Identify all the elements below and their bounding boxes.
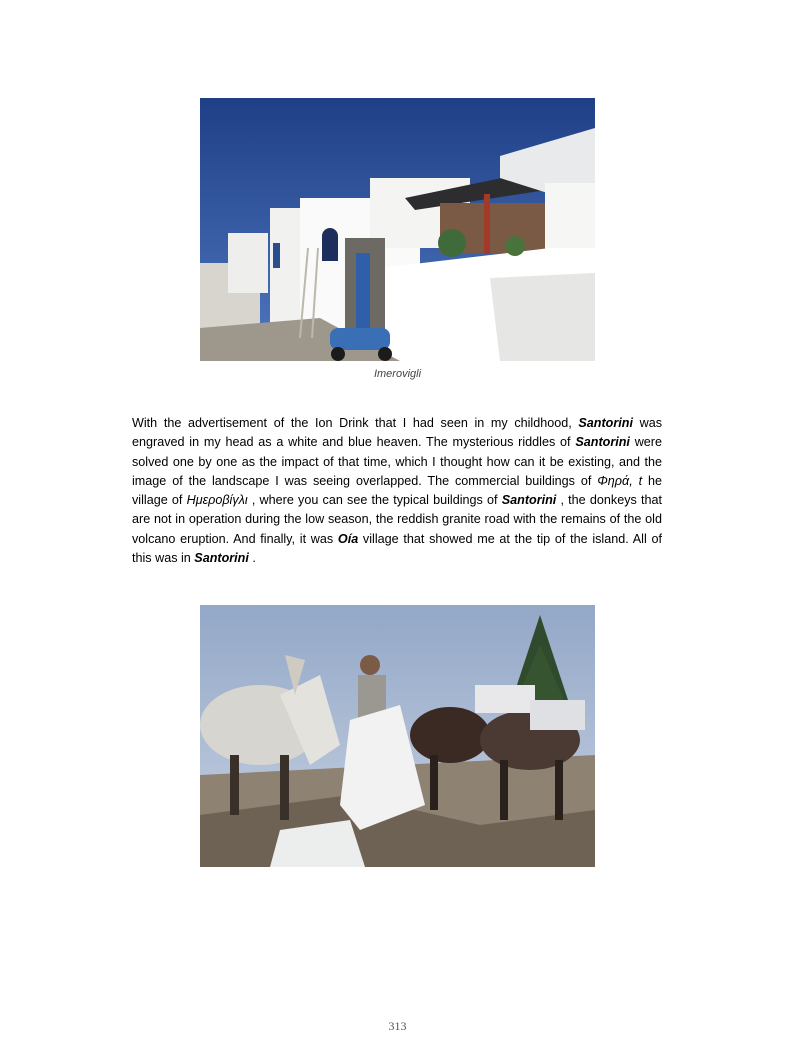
place-name: Santorini <box>501 493 557 508</box>
body-paragraph: With the advertisement of the Ion Drink that I had seen in my childhood, Santorini was engraved in my head as a white and blue heaven. The mysterious riddles of Santorini were solved one by one as the impact of that time, which I thought how can it be existing, and the image of the landscape I was seeing overlapped. The commercial buildings of Φηρά, t he village of Ημεροβίγλι , where you can see the typical buildings of Santorini , the donkeys that are not in operation during the low season, the reddish granite road with the remains of the old volcano eruption. And finally, it was Oía village that showed me at the tip of the island. All of this was in Santorini . <box>132 416 662 566</box>
photo-caption: Imerovigli <box>373 368 422 380</box>
place-name: Santorini <box>575 435 630 450</box>
page-number: 313 <box>388 1019 407 1033</box>
donkeys-photo <box>200 605 595 867</box>
imerovigli-photo <box>200 98 595 361</box>
greek-place-name: Ημεροβίγλι <box>186 493 248 508</box>
place-name: Santorini <box>578 416 633 430</box>
place-name: Santorini <box>194 551 249 566</box>
greek-place-name: Φηρά, t <box>597 473 643 488</box>
place-name: Oía <box>337 531 359 546</box>
